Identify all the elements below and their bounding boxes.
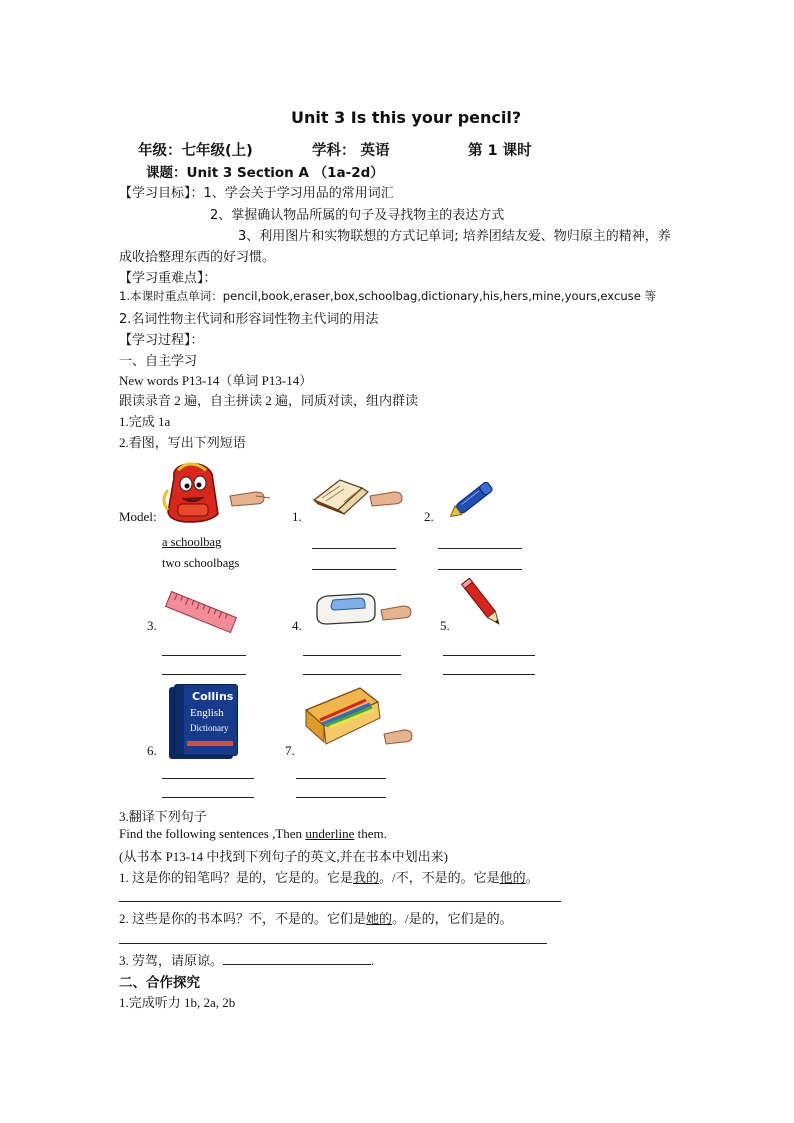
translate-instruction-en	[119, 826, 387, 842]
sentence-1	[119, 867, 539, 886]
answer-blank-2a[interactable]	[438, 548, 522, 549]
section1-heading: 一、自主学习	[119, 354, 198, 369]
sentence-3	[119, 950, 374, 969]
task-1: 1.完成 1a	[119, 414, 171, 429]
book-icon	[310, 470, 410, 520]
keypoints-heading: 【学习重难点】：	[119, 271, 217, 286]
answer-blank-4b[interactable]	[303, 674, 401, 675]
answer-blank-7a[interactable]	[296, 778, 386, 779]
goal-3: 3、利用图片和实物联想的方式记单词; 培养团结友爱、物归原主的精神，养	[238, 229, 671, 244]
goals-heading	[119, 182, 394, 201]
answer-blank-7b[interactable]	[296, 797, 386, 798]
answer-blank-4a[interactable]	[303, 655, 401, 656]
answer-blank-5a[interactable]	[443, 655, 535, 656]
translate-instruction-cn: (从书本 P13-14 中找到下列句子的英文,并在书本中划出来)	[119, 849, 448, 864]
answer-blank-1b[interactable]	[312, 569, 396, 570]
sentence-3-text: 3. 劳驾，请原谅。	[119, 953, 224, 968]
ruler-icon	[164, 592, 238, 632]
answer-blank-3b[interactable]	[162, 674, 246, 675]
sentence-1-part1: 1. 这是你的铅笔吗？是的，它是的。它是	[119, 870, 354, 885]
answer-blank-6b[interactable]	[162, 797, 254, 798]
instruction-en-part1: Find the following sentences ,Then	[119, 826, 306, 841]
instruction-en-part2: them.	[354, 826, 387, 841]
sentence-1-answer-line[interactable]	[119, 901, 561, 902]
lesson-label: 第 1 课时	[468, 143, 532, 159]
picture-label-6: 6.	[147, 743, 157, 758]
dictionary-brand: Collins	[192, 690, 234, 703]
keypoint-2: 2.名词性物主代词和形容词性物主代词的用法	[119, 312, 379, 327]
dictionary-title-2: Dictionary	[190, 723, 229, 733]
instruction-en-underline: underline	[305, 826, 355, 841]
answer-blank-2b[interactable]	[438, 569, 522, 570]
dictionary-stripe	[187, 741, 233, 746]
picture-label-1: 1.	[292, 509, 302, 524]
sentence-2-part2: 。/是的，它们是的。	[392, 911, 513, 926]
picture-label-3: 3.	[147, 618, 157, 633]
answer-blank-6a[interactable]	[162, 778, 254, 779]
sentence-3-end: .	[371, 953, 375, 968]
picture-label-4: 4.	[292, 618, 302, 633]
sentence-2-part1: 2. 这些是你的书本吗？不，不是的。它们是	[119, 911, 367, 926]
task-3: 3.翻译下列句子	[119, 809, 207, 824]
goal-3-continued: 成收拾整理东西的好习惯。	[119, 250, 276, 265]
pencil-box-icon	[300, 682, 418, 754]
answer-blank-5b[interactable]	[443, 674, 535, 675]
model-label: Model:	[119, 509, 157, 524]
topic-label: 课题：Unit 3 Section A （1a-2d）	[146, 165, 384, 181]
sentence-1-end: 。	[525, 870, 539, 885]
sentence-2	[119, 908, 513, 927]
dictionary-title-1: English	[190, 707, 224, 719]
new-words-line: New words P13-14（单词 P13-14）	[119, 373, 313, 388]
keypoint-1: 1.本课时重点单词：pencil,book,eraser,box,schoolbag,dictionary,his,hers,mine,yours,excuse 等	[119, 289, 657, 303]
sentence-3-answer-line[interactable]	[223, 952, 371, 965]
answer-blank-1a[interactable]	[312, 548, 396, 549]
section2-item-1: 1.完成听力 1b, 2a, 2b	[119, 995, 236, 1010]
model-answer-singular: a schoolbag	[162, 535, 222, 549]
picture-label-7: 7.	[285, 743, 295, 758]
sentence-2-answer-line[interactable]	[119, 943, 547, 944]
schoolbag-icon	[160, 460, 272, 524]
sentence-1-part2: 。/不，不是的。它是	[379, 870, 500, 885]
goals-heading-text: 【学习目标】：	[119, 186, 204, 201]
goal-2: 2、掌握确认物品所属的句子及寻找物主的表达方式	[210, 208, 505, 223]
page-title: Unit 3 Is this your pencil?	[291, 108, 522, 127]
pencil-icon	[458, 576, 506, 632]
eraser-icon	[313, 590, 415, 630]
sentence-1-his: 他的	[499, 870, 526, 885]
picture-label-5: 5.	[440, 618, 450, 633]
section2-heading: 二、合作探究	[119, 975, 200, 991]
reading-instruction: 跟读录音 2 遍，自主拼读 2 遍，同质对读，组内群读	[119, 393, 419, 408]
dictionary-icon	[174, 684, 238, 756]
sentence-2-hers: 她的	[366, 911, 393, 926]
model-answer-plural: two schoolbags	[162, 556, 240, 570]
goal-1: 1、学会关于学习用品的常用词汇	[203, 186, 394, 201]
subject-label: 学科： 英语	[312, 143, 390, 159]
answer-blank-3a[interactable]	[162, 655, 246, 656]
sentence-1-mine: 我的	[353, 870, 380, 885]
pen-icon	[448, 474, 504, 520]
picture-label-2: 2.	[424, 509, 434, 524]
grade-label: 年级：七年级(上)	[138, 143, 253, 159]
process-heading: 【学习过程】：	[119, 333, 204, 348]
dictionary-spine	[175, 685, 184, 755]
task-2: 2.看图，写出下列短语	[119, 435, 246, 450]
